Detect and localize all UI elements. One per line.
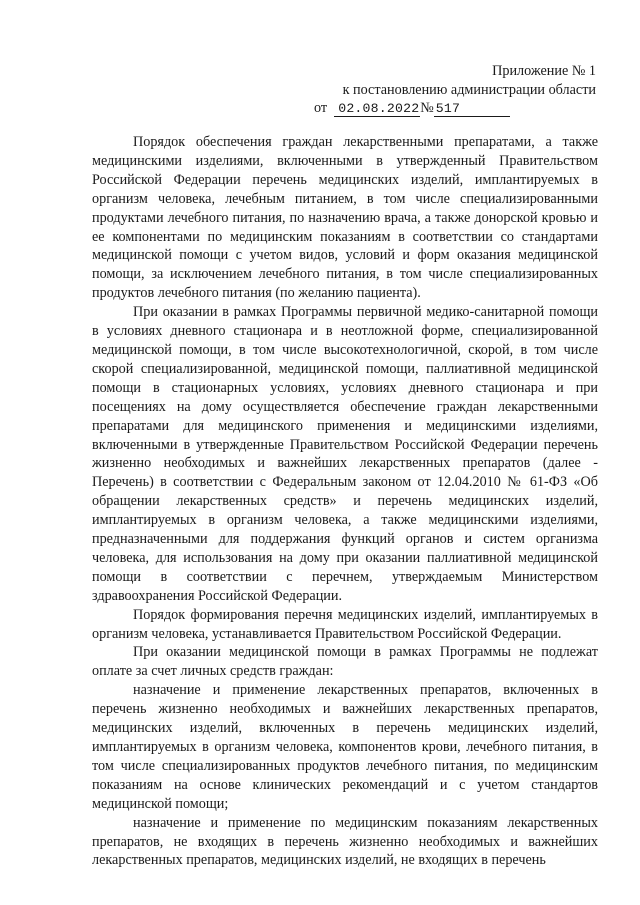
appendix-title: Приложение № 1 — [492, 63, 596, 79]
paragraph: Порядок формирования перечня медицинских изделий, имплантируемых в организм человека, устанавливается Правительством Российской Федерации. — [92, 606, 598, 642]
resolution-date: 02.08.2022 — [334, 102, 420, 117]
resolution-date-line — [266, 99, 596, 118]
paragraph: При оказании в рамках Программы первичной медико-санитарной помощи в условиях дневного стационара и в неотложной форме, специализированной медицинской помощи, в том числе высокотехнологичной, скорой, в том числе скорой специализированной, медицинской помощи, паллиативной медицинской помощи в стационарных условиях, условиях дневного стационара и при посещениях на дому осуществляется обеспечение граждан лекарственными препаратами для медицинского применения и медицинскими изделиями, включенными в утвержденные Правительством Российской Федерации перечень жизненно необходимых и важнейших лекарственных препаратов (далее - Перечень) в соответствии с Федеральным законом от 12.04.2010 № 61-ФЗ «Об обращении лекарственных средств» и перечень медицинских изделий, имплантируемых в организм человека, а также медицинскими изделиями, предназначенными для поддержания функций органов и систем организма человека, для использования на дому при оказании паллиативной медицинской помощи в соответствии с перечнем, утверждаемым Министерством здравоохранения Российской Федерации. — [92, 304, 598, 604]
paragraph: назначение и применение по медицинским показаниям лекарственных препаратов, не входящих в перечень жизненно необходимых и важнейших лекарственных препаратов, медицинских изделий, не входящих в перечень — [92, 814, 598, 869]
resolution-number: 517 — [434, 102, 510, 117]
date-prefix: от — [314, 100, 328, 116]
paragraph: Порядок обеспечения граждан лекарственными препаратами, а также медицинскими изделиями, включенными в утвержденный Правительством Российской Федерации перечень медицинских изделий, имплантируемых в организм человека, лечебным питанием, в том числе специализированными продуктами лечебного питания, по назначению врача, а также донорской кровью и ее компонентами по медицинским показаниям в соответствии со стандартами медицинской помощи с учетом видов, условий и форм оказания медицинской помощи, за исключением лечебного питания, в том числе специализированных продуктов лечебного питания (по желанию пациента). — [92, 134, 598, 302]
appendix-subtitle: к постановлению администрации области — [342, 81, 596, 98]
paragraph: При оказании медицинской помощи в рамках Программы не подлежат оплате за счет личных средств граждан: — [92, 644, 598, 680]
number-prefix: № — [420, 100, 434, 116]
paragraph: назначение и применение лекарственных препаратов, включенных в перечень жизненно необходимых и важнейших лекарственных препаратов, медицинских изделий, включенных в перечень медицинских изделий, имплантируемых в организм человека, компонентов крови, лечебного питания, в том числе специализированных продуктов лечебного питания, по медицинским показаниям на основе клинических рекомендаций и с учетом стандартов медицинской помощи; — [92, 682, 598, 812]
appendix-header — [266, 62, 596, 118]
document-body — [92, 133, 598, 870]
